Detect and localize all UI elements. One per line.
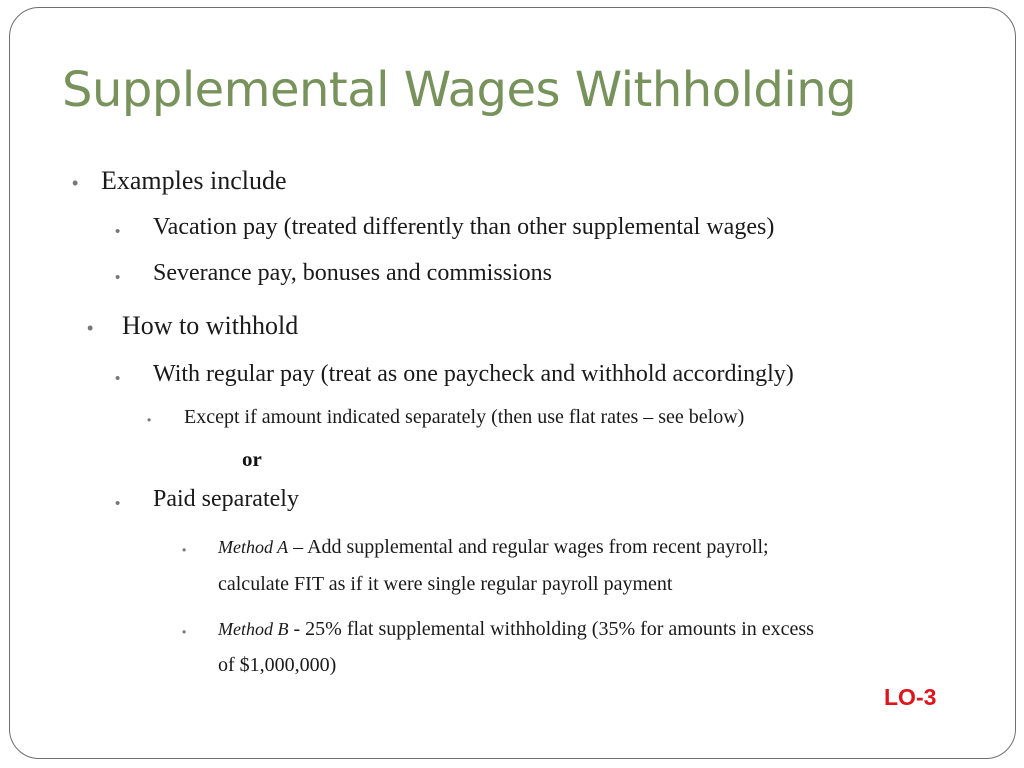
method-a-text: Add supplemental and regular wages from recent payroll; [307,536,769,558]
bullet-vacation-pay: Vacation pay (treated differently than other supplemental wages) [153,214,775,240]
method-b-text: 25% flat supplemental withholding (35% for amounts in excess [305,618,814,640]
slide-title: Supplemental Wages Withholding [62,62,857,118]
bullet-icon: • [115,223,121,240]
bullet-with-regular-pay: With regular pay (treat as one paycheck and withhold accordingly) [153,361,794,387]
method-b-line-2: of $1,000,000) [218,654,337,676]
method-a-line-1 [218,536,769,559]
bullet-how-to-withhold: How to withhold [122,311,299,340]
method-b-label: Method B [218,619,289,639]
bullet-icon: • [182,543,187,557]
method-a-line-2: calculate FIT as if it were single regular payroll payment [218,573,673,595]
bullet-paid-separately: Paid separately [153,486,299,512]
method-b-separator: - [288,618,306,640]
bullet-severance-pay: Severance pay, bonuses and commissions [153,260,553,286]
bullet-icon: • [115,370,121,387]
method-a-label: Method A [218,537,289,557]
bullet-icon: • [72,173,79,193]
learning-objective-badge: LO-3 [884,684,937,710]
bullet-icon: • [87,318,94,338]
bullet-icon: • [115,495,121,512]
bullet-icon: • [182,625,187,639]
method-b-line-1 [218,618,814,641]
or-connector: or [242,447,262,471]
bullet-except-if-separate: Except if amount indicated separately (then use flat rates – see below) [184,406,745,428]
bullet-icon: • [147,413,152,427]
bullet-icon: • [115,269,121,286]
method-a-separator: – [288,536,308,558]
bullet-examples-include: Examples include [101,166,287,195]
